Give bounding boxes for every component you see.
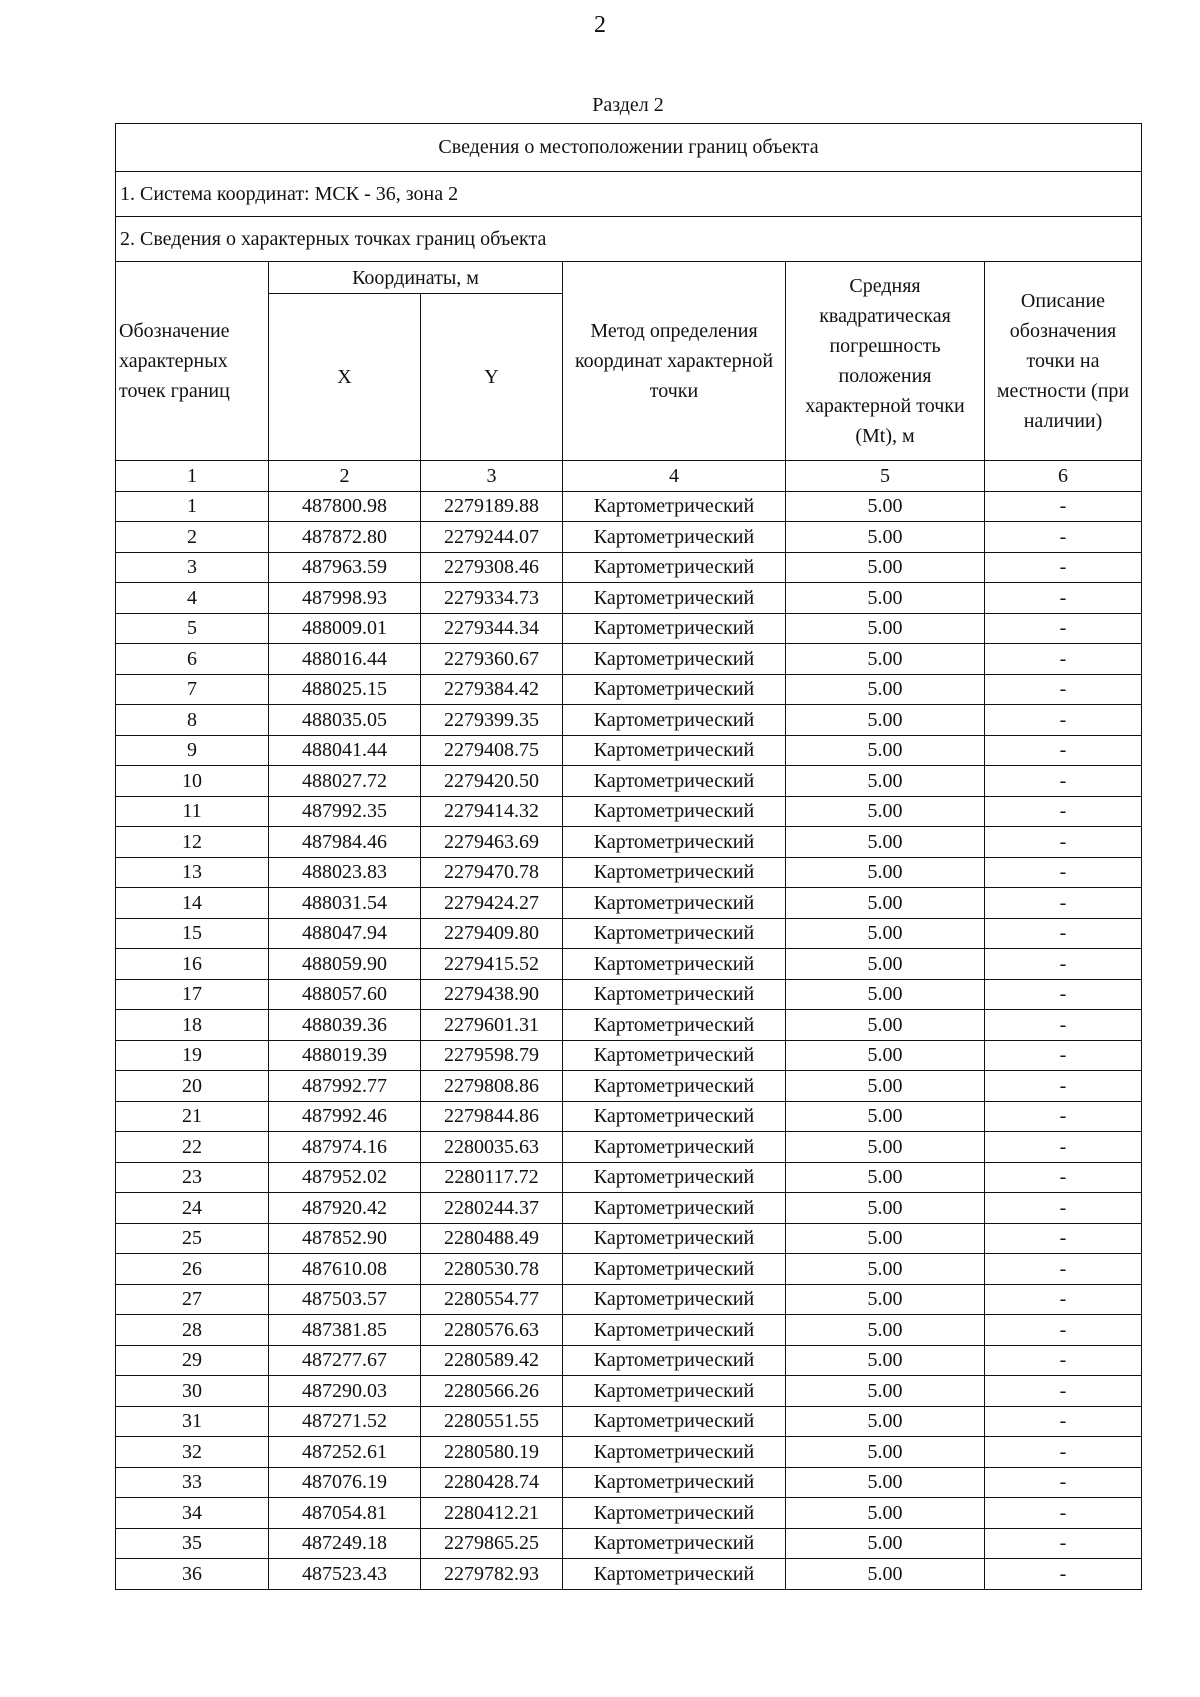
point-id-cell: 27 xyxy=(116,1284,269,1315)
header-coordinates: Координаты, м xyxy=(269,262,563,294)
header-description: Описание обозначения точки на местности (при наличии) xyxy=(985,262,1142,461)
table-row xyxy=(116,1528,1142,1559)
description-cell: - xyxy=(985,1406,1142,1437)
point-id-cell: 28 xyxy=(116,1315,269,1346)
error-cell: 5.00 xyxy=(786,1406,985,1437)
x-cell: 487249.18 xyxy=(269,1528,421,1559)
error-cell: 5.00 xyxy=(786,674,985,705)
description-cell: - xyxy=(985,552,1142,583)
description-cell: - xyxy=(985,766,1142,797)
x-cell: 488059.90 xyxy=(269,949,421,980)
table-row xyxy=(116,1193,1142,1224)
column-number: 4 xyxy=(563,461,786,492)
y-cell: 2279414.32 xyxy=(421,796,563,827)
x-cell: 487381.85 xyxy=(269,1315,421,1346)
method-cell: Картометрический xyxy=(563,1406,786,1437)
error-cell: 5.00 xyxy=(786,857,985,888)
error-cell: 5.00 xyxy=(786,1528,985,1559)
point-id-cell: 22 xyxy=(116,1132,269,1163)
error-cell: 5.00 xyxy=(786,1071,985,1102)
y-cell: 2279334.73 xyxy=(421,583,563,614)
description-cell: - xyxy=(985,1010,1142,1041)
error-cell: 5.00 xyxy=(786,1040,985,1071)
x-cell: 487920.42 xyxy=(269,1193,421,1224)
error-cell: 5.00 xyxy=(786,949,985,980)
table-row xyxy=(116,1284,1142,1315)
point-id-cell: 34 xyxy=(116,1498,269,1529)
table-row xyxy=(116,918,1142,949)
point-id-cell: 11 xyxy=(116,796,269,827)
error-cell: 5.00 xyxy=(786,613,985,644)
error-cell: 5.00 xyxy=(786,705,985,736)
x-cell: 488016.44 xyxy=(269,644,421,675)
description-cell: - xyxy=(985,1498,1142,1529)
point-id-cell: 9 xyxy=(116,735,269,766)
error-cell: 5.00 xyxy=(786,1223,985,1254)
column-number: 3 xyxy=(421,461,563,492)
point-id-cell: 24 xyxy=(116,1193,269,1224)
point-id-cell: 1 xyxy=(116,491,269,522)
method-cell: Картометрический xyxy=(563,827,786,858)
table-row xyxy=(116,1345,1142,1376)
x-cell: 487503.57 xyxy=(269,1284,421,1315)
y-cell: 2280117.72 xyxy=(421,1162,563,1193)
method-cell: Картометрический xyxy=(563,491,786,522)
error-cell: 5.00 xyxy=(786,1162,985,1193)
method-cell: Картометрический xyxy=(563,735,786,766)
error-cell: 5.00 xyxy=(786,888,985,919)
method-cell: Картометрический xyxy=(563,1254,786,1285)
column-number: 2 xyxy=(269,461,421,492)
y-cell: 2279601.31 xyxy=(421,1010,563,1041)
x-cell: 487998.93 xyxy=(269,583,421,614)
x-cell: 488035.05 xyxy=(269,705,421,736)
x-cell: 487252.61 xyxy=(269,1437,421,1468)
x-cell: 487963.59 xyxy=(269,552,421,583)
point-id-cell: 2 xyxy=(116,522,269,553)
y-cell: 2279408.75 xyxy=(421,735,563,766)
table-body xyxy=(116,491,1142,1589)
x-cell: 487852.90 xyxy=(269,1223,421,1254)
y-cell: 2280412.21 xyxy=(421,1498,563,1529)
x-cell: 487800.98 xyxy=(269,491,421,522)
point-id-cell: 16 xyxy=(116,949,269,980)
x-cell: 488025.15 xyxy=(269,674,421,705)
method-cell: Картометрический xyxy=(563,1040,786,1071)
x-cell: 487271.52 xyxy=(269,1406,421,1437)
table-row xyxy=(116,1071,1142,1102)
method-cell: Картометрический xyxy=(563,1559,786,1590)
description-cell: - xyxy=(985,522,1142,553)
y-cell: 2279415.52 xyxy=(421,949,563,980)
method-cell: Картометрический xyxy=(563,1101,786,1132)
y-cell: 2280580.19 xyxy=(421,1437,563,1468)
description-cell: - xyxy=(985,1071,1142,1102)
x-cell: 488023.83 xyxy=(269,857,421,888)
method-cell: Картометрический xyxy=(563,674,786,705)
y-cell: 2279360.67 xyxy=(421,644,563,675)
method-cell: Картометрический xyxy=(563,1284,786,1315)
description-cell: - xyxy=(985,1040,1142,1071)
x-cell: 487952.02 xyxy=(269,1162,421,1193)
error-cell: 5.00 xyxy=(786,1437,985,1468)
method-cell: Картометрический xyxy=(563,766,786,797)
description-cell: - xyxy=(985,1162,1142,1193)
error-cell: 5.00 xyxy=(786,552,985,583)
y-cell: 2279865.25 xyxy=(421,1528,563,1559)
table-row xyxy=(116,949,1142,980)
description-cell: - xyxy=(985,1101,1142,1132)
description-cell: - xyxy=(985,1467,1142,1498)
y-cell: 2279244.07 xyxy=(421,522,563,553)
point-id-cell: 3 xyxy=(116,552,269,583)
y-cell: 2279409.80 xyxy=(421,918,563,949)
description-cell: - xyxy=(985,1345,1142,1376)
description-cell: - xyxy=(985,1193,1142,1224)
method-cell: Картометрический xyxy=(563,857,786,888)
coordinate-system: 1. Система координат: МСК - 36, зона 2 xyxy=(116,172,1142,217)
y-cell: 2279438.90 xyxy=(421,979,563,1010)
error-cell: 5.00 xyxy=(786,1101,985,1132)
error-cell: 5.00 xyxy=(786,1315,985,1346)
column-number: 6 xyxy=(985,461,1142,492)
point-id-cell: 4 xyxy=(116,583,269,614)
method-cell: Картометрический xyxy=(563,796,786,827)
error-cell: 5.00 xyxy=(786,918,985,949)
point-id-cell: 20 xyxy=(116,1071,269,1102)
description-cell: - xyxy=(985,1315,1142,1346)
point-id-cell: 5 xyxy=(116,613,269,644)
error-cell: 5.00 xyxy=(786,1467,985,1498)
x-cell: 487974.16 xyxy=(269,1132,421,1163)
table-row xyxy=(116,552,1142,583)
table-row xyxy=(116,613,1142,644)
method-cell: Картометрический xyxy=(563,644,786,675)
point-id-cell: 17 xyxy=(116,979,269,1010)
method-cell: Картометрический xyxy=(563,1467,786,1498)
x-cell: 487523.43 xyxy=(269,1559,421,1590)
x-cell: 488031.54 xyxy=(269,888,421,919)
error-cell: 5.00 xyxy=(786,522,985,553)
column-number: 5 xyxy=(786,461,985,492)
error-cell: 5.00 xyxy=(786,1345,985,1376)
description-cell: - xyxy=(985,949,1142,980)
table-row xyxy=(116,979,1142,1010)
table-title: Сведения о местоположении границ объекта xyxy=(116,124,1142,172)
x-cell: 487984.46 xyxy=(269,827,421,858)
table-row xyxy=(116,491,1142,522)
header-point-id: Обозначение характерных точек границ xyxy=(116,262,269,461)
method-cell: Картометрический xyxy=(563,1223,786,1254)
point-id-cell: 6 xyxy=(116,644,269,675)
table-row xyxy=(116,1498,1142,1529)
method-cell: Картометрический xyxy=(563,552,786,583)
x-cell: 487992.46 xyxy=(269,1101,421,1132)
table-row xyxy=(116,705,1142,736)
point-id-cell: 12 xyxy=(116,827,269,858)
point-id-cell: 35 xyxy=(116,1528,269,1559)
table-row xyxy=(116,1040,1142,1071)
y-cell: 2279598.79 xyxy=(421,1040,563,1071)
y-cell: 2280488.49 xyxy=(421,1223,563,1254)
x-cell: 487290.03 xyxy=(269,1376,421,1407)
x-cell: 487872.80 xyxy=(269,522,421,553)
method-cell: Картометрический xyxy=(563,1498,786,1529)
page-number: 2 xyxy=(594,12,606,38)
point-id-cell: 36 xyxy=(116,1559,269,1590)
method-cell: Картометрический xyxy=(563,1193,786,1224)
error-cell: 5.00 xyxy=(786,491,985,522)
table-row xyxy=(116,1559,1142,1590)
description-cell: - xyxy=(985,796,1142,827)
error-cell: 5.00 xyxy=(786,1498,985,1529)
point-id-cell: 18 xyxy=(116,1010,269,1041)
y-cell: 2280530.78 xyxy=(421,1254,563,1285)
boundary-points-table xyxy=(115,123,1142,1590)
table-row xyxy=(116,1467,1142,1498)
method-cell: Картометрический xyxy=(563,522,786,553)
table-row xyxy=(116,1223,1142,1254)
column-number: 1 xyxy=(116,461,269,492)
description-cell: - xyxy=(985,979,1142,1010)
x-cell: 487610.08 xyxy=(269,1254,421,1285)
method-cell: Картометрический xyxy=(563,1437,786,1468)
table-row xyxy=(116,1162,1142,1193)
description-cell: - xyxy=(985,644,1142,675)
point-id-cell: 26 xyxy=(116,1254,269,1285)
x-cell: 487054.81 xyxy=(269,1498,421,1529)
description-cell: - xyxy=(985,1254,1142,1285)
method-cell: Картометрический xyxy=(563,1132,786,1163)
table-row xyxy=(116,644,1142,675)
table-row xyxy=(116,735,1142,766)
method-cell: Картометрический xyxy=(563,613,786,644)
x-cell: 487277.67 xyxy=(269,1345,421,1376)
point-id-cell: 23 xyxy=(116,1162,269,1193)
point-id-cell: 21 xyxy=(116,1101,269,1132)
description-cell: - xyxy=(985,918,1142,949)
point-id-cell: 10 xyxy=(116,766,269,797)
description-cell: - xyxy=(985,1223,1142,1254)
table-row xyxy=(116,827,1142,858)
table-row xyxy=(116,857,1142,888)
error-cell: 5.00 xyxy=(786,583,985,614)
y-cell: 2279344.34 xyxy=(421,613,563,644)
table-row xyxy=(116,1315,1142,1346)
point-id-cell: 33 xyxy=(116,1467,269,1498)
point-id-cell: 8 xyxy=(116,705,269,736)
error-cell: 5.00 xyxy=(786,979,985,1010)
method-cell: Картометрический xyxy=(563,583,786,614)
method-cell: Картометрический xyxy=(563,1376,786,1407)
error-cell: 5.00 xyxy=(786,1254,985,1285)
description-cell: - xyxy=(985,827,1142,858)
y-cell: 2280589.42 xyxy=(421,1345,563,1376)
x-cell: 488047.94 xyxy=(269,918,421,949)
point-id-cell: 31 xyxy=(116,1406,269,1437)
table-row xyxy=(116,583,1142,614)
point-id-cell: 25 xyxy=(116,1223,269,1254)
method-cell: Картометрический xyxy=(563,705,786,736)
method-cell: Картометрический xyxy=(563,888,786,919)
column-numbers-row xyxy=(116,461,1142,492)
y-cell: 2279420.50 xyxy=(421,766,563,797)
error-cell: 5.00 xyxy=(786,1132,985,1163)
error-cell: 5.00 xyxy=(786,796,985,827)
table-row xyxy=(116,796,1142,827)
table-row xyxy=(116,1437,1142,1468)
header-y: Y xyxy=(421,294,563,461)
description-cell: - xyxy=(985,674,1142,705)
x-cell: 487076.19 xyxy=(269,1467,421,1498)
point-id-cell: 7 xyxy=(116,674,269,705)
method-cell: Картометрический xyxy=(563,1528,786,1559)
points-heading: 2. Сведения о характерных точках границ объекта xyxy=(116,217,1142,262)
error-cell: 5.00 xyxy=(786,1193,985,1224)
table-row xyxy=(116,1132,1142,1163)
y-cell: 2279808.86 xyxy=(421,1071,563,1102)
x-cell: 488057.60 xyxy=(269,979,421,1010)
table-row xyxy=(116,1010,1142,1041)
y-cell: 2280551.55 xyxy=(421,1406,563,1437)
y-cell: 2279463.69 xyxy=(421,827,563,858)
error-cell: 5.00 xyxy=(786,827,985,858)
y-cell: 2279782.93 xyxy=(421,1559,563,1590)
error-cell: 5.00 xyxy=(786,1376,985,1407)
error-cell: 5.00 xyxy=(786,1284,985,1315)
x-cell: 488041.44 xyxy=(269,735,421,766)
y-cell: 2280035.63 xyxy=(421,1132,563,1163)
point-id-cell: 15 xyxy=(116,918,269,949)
table-row xyxy=(116,1101,1142,1132)
y-cell: 2279470.78 xyxy=(421,857,563,888)
error-cell: 5.00 xyxy=(786,1010,985,1041)
table-row xyxy=(116,522,1142,553)
x-cell: 488039.36 xyxy=(269,1010,421,1041)
table-row xyxy=(116,674,1142,705)
y-cell: 2279399.35 xyxy=(421,705,563,736)
point-id-cell: 29 xyxy=(116,1345,269,1376)
table-row xyxy=(116,766,1142,797)
y-cell: 2280566.26 xyxy=(421,1376,563,1407)
point-id-cell: 30 xyxy=(116,1376,269,1407)
y-cell: 2279189.88 xyxy=(421,491,563,522)
header-error: Средняя квадратическая погрешность положения характерной точки (Mt), м xyxy=(786,262,985,461)
y-cell: 2279424.27 xyxy=(421,888,563,919)
y-cell: 2280244.37 xyxy=(421,1193,563,1224)
description-cell: - xyxy=(985,857,1142,888)
method-cell: Картометрический xyxy=(563,1071,786,1102)
y-cell: 2279308.46 xyxy=(421,552,563,583)
y-cell: 2279384.42 xyxy=(421,674,563,705)
table-row xyxy=(116,1406,1142,1437)
point-id-cell: 32 xyxy=(116,1437,269,1468)
method-cell: Картометрический xyxy=(563,949,786,980)
x-cell: 488009.01 xyxy=(269,613,421,644)
error-cell: 5.00 xyxy=(786,766,985,797)
x-cell: 487992.77 xyxy=(269,1071,421,1102)
description-cell: - xyxy=(985,1437,1142,1468)
point-id-cell: 13 xyxy=(116,857,269,888)
description-cell: - xyxy=(985,1528,1142,1559)
table-row xyxy=(116,1254,1142,1285)
description-cell: - xyxy=(985,705,1142,736)
x-cell: 487992.35 xyxy=(269,796,421,827)
description-cell: - xyxy=(985,1284,1142,1315)
description-cell: - xyxy=(985,1132,1142,1163)
y-cell: 2280428.74 xyxy=(421,1467,563,1498)
error-cell: 5.00 xyxy=(786,1559,985,1590)
table-row xyxy=(116,888,1142,919)
x-cell: 488019.39 xyxy=(269,1040,421,1071)
description-cell: - xyxy=(985,1376,1142,1407)
table-row xyxy=(116,1376,1142,1407)
method-cell: Картометрический xyxy=(563,1162,786,1193)
header-method: Метод определения координат характерной точки xyxy=(563,262,786,461)
y-cell: 2279844.86 xyxy=(421,1101,563,1132)
point-id-cell: 19 xyxy=(116,1040,269,1071)
description-cell: - xyxy=(985,583,1142,614)
method-cell: Картометрический xyxy=(563,1315,786,1346)
method-cell: Картометрический xyxy=(563,918,786,949)
method-cell: Картометрический xyxy=(563,979,786,1010)
y-cell: 2280554.77 xyxy=(421,1284,563,1315)
header-x: X xyxy=(269,294,421,461)
x-cell: 488027.72 xyxy=(269,766,421,797)
description-cell: - xyxy=(985,613,1142,644)
error-cell: 5.00 xyxy=(786,644,985,675)
method-cell: Картометрический xyxy=(563,1010,786,1041)
description-cell: - xyxy=(985,1559,1142,1590)
y-cell: 2280576.63 xyxy=(421,1315,563,1346)
description-cell: - xyxy=(985,735,1142,766)
method-cell: Картометрический xyxy=(563,1345,786,1376)
error-cell: 5.00 xyxy=(786,735,985,766)
point-id-cell: 14 xyxy=(116,888,269,919)
section-title: Раздел 2 xyxy=(592,94,664,116)
description-cell: - xyxy=(985,491,1142,522)
description-cell: - xyxy=(985,888,1142,919)
